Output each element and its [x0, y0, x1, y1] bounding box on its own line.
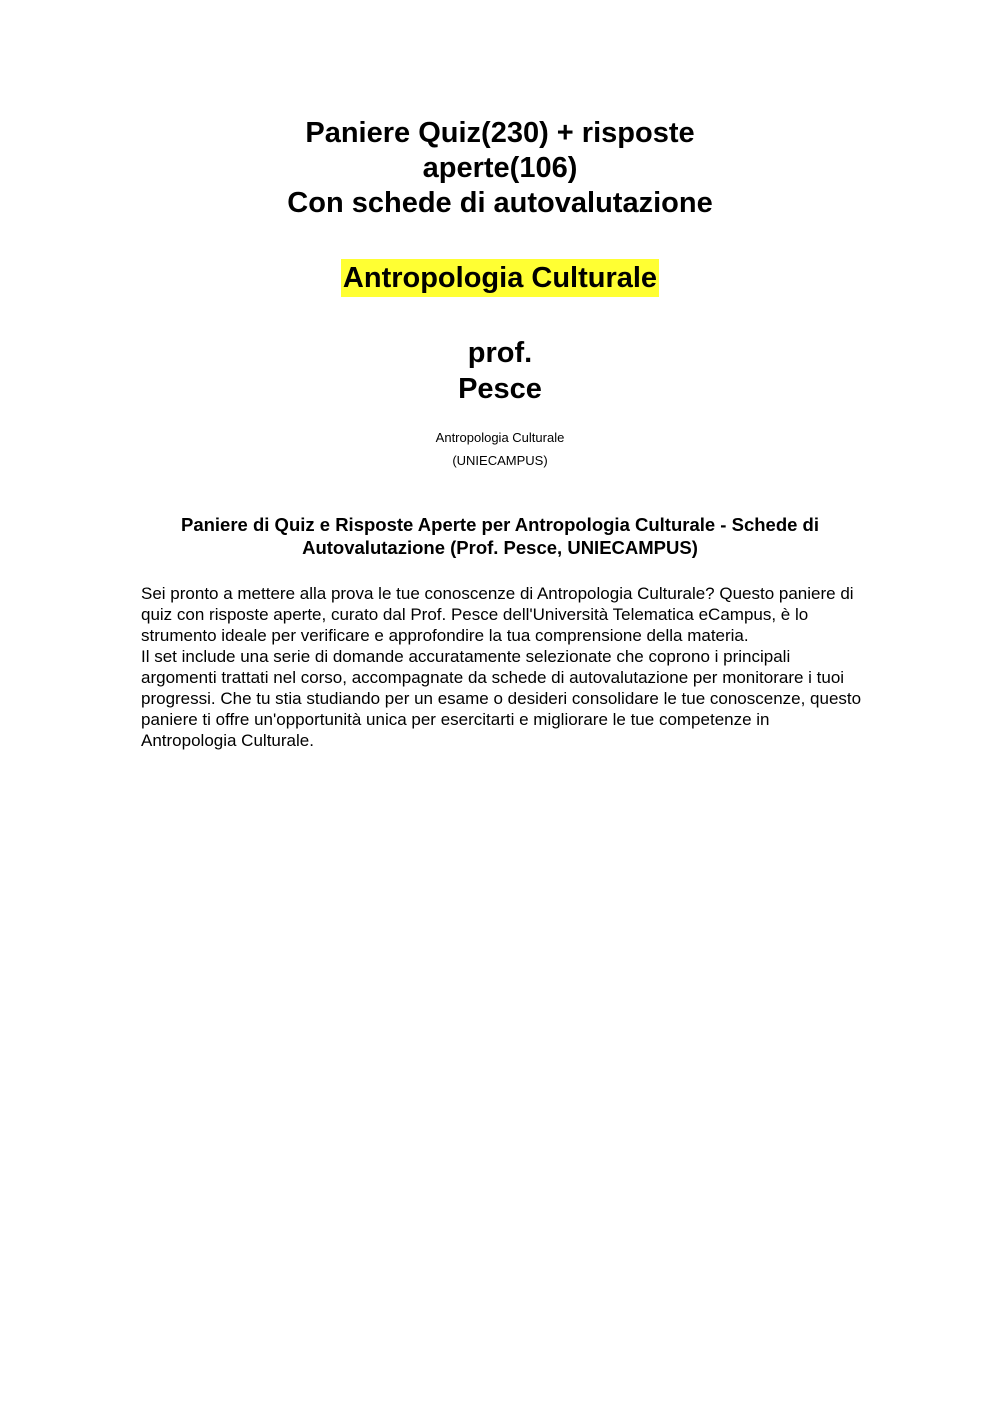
professor-prefix: prof.: [467, 337, 533, 369]
description-paragraph-1: Sei pronto a mettere alla prova le tue conoscenze di Antropologia Culturale? Questo paniere di quiz con risposte aperte, curato dal Prof. Pesce dell'Università Telematica eCampus, è lo strumento ideale per verificare e approfondire la tua comprensione della materia.: [141, 584, 854, 645]
document-title: [0, 116, 1000, 221]
course-university: (UNIECAMPUS): [452, 453, 548, 468]
course-name: Antropologia Culturale: [435, 430, 565, 445]
subject-highlighted: Antropologia Culturale: [341, 259, 659, 297]
description-paragraph-2: Il set include una serie di domande accuratamente selezionate che coprono i principali argomenti trattati nel corso, accompagnate da schede di autovalutazione per monitorare i tuoi progressi. Che tu stia studiando per un esame o desideri consolidare le tue conoscenze, questo paniere ti offre un'opportunità unica per esercitarti e migliorare le tue competenze in Antropologia Culturale.: [141, 647, 862, 750]
professor-name: Pesce: [458, 373, 542, 405]
course-info: [0, 426, 1000, 472]
professor-block: [0, 335, 1000, 407]
title-line-2: aperte(106): [422, 152, 578, 184]
section-heading: Paniere di Quiz e Risposte Aperte per Antropologia Culturale - Schede di Autovalutazione (Prof. Pesce, UNIECAMPUS): [180, 514, 819, 558]
subject-container: [0, 259, 1000, 297]
description-body: [141, 583, 866, 751]
title-line-1: Paniere Quiz(230) + risposte: [305, 117, 695, 149]
title-line-3: Con schede di autovalutazione: [287, 187, 713, 219]
